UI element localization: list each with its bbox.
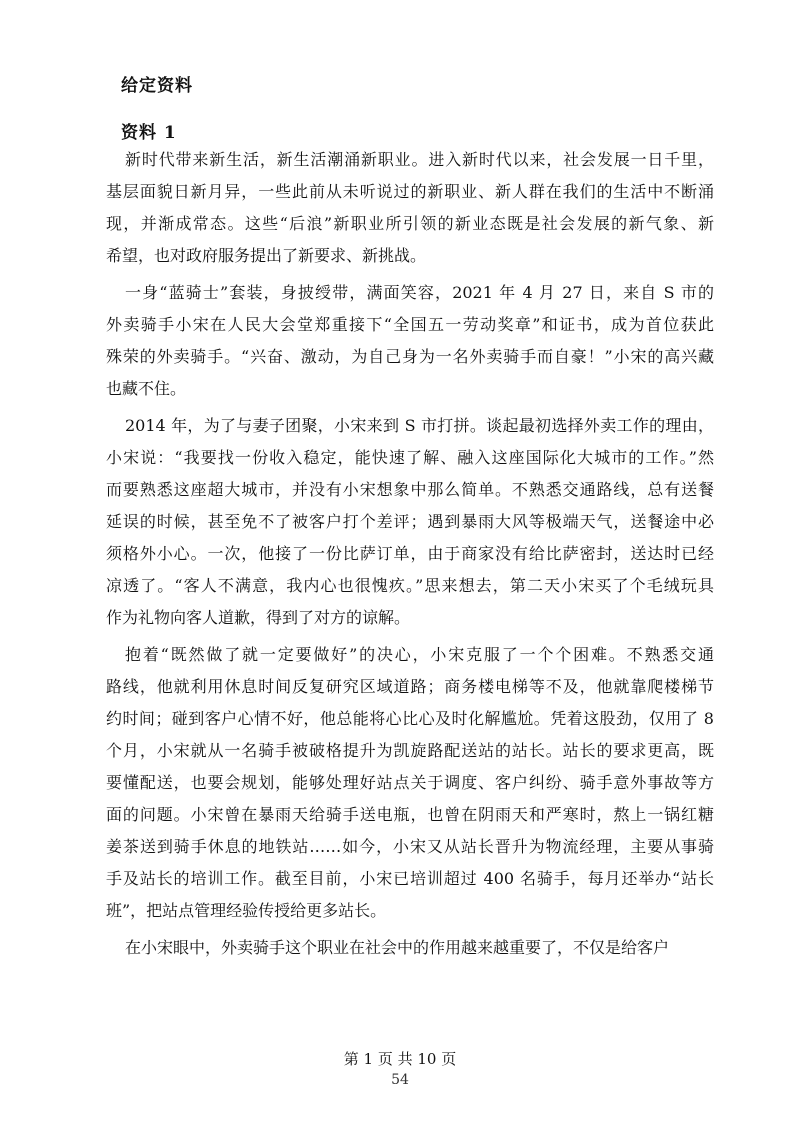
paragraph-line: 外卖骑手小宋在人民大会堂郑重接下“全国五一劳动奖章”和证书，成为首位获此 [106,315,714,334]
paragraph-line: 个月，小宋就从一名骑手被破格提升为凯旋路配送站的站长。站长的要求更高，既 [106,741,714,760]
paragraph-line: 现，并渐成常态。这些“后浪”新职业所引领的新业态既是社会发展的新气象、新 [106,214,714,233]
paragraph-line: 在小宋眼中，外卖骑手这个职业在社会中的作用越来越重要了，不仅是给客户 [125,938,670,957]
paragraph-line: 要懂配送，也要会规划，能够处理好站点关于调度、客户纠纷、骑手意外事故等方 [106,773,714,792]
paragraph-line: 姜茶送到骑手休息的地铁站……如今，小宋又从站长晋升为物流经理，主要从事骑 [106,837,714,856]
paragraph-line: 须格外小心。一次，他接了一份比萨订单，由于商家没有给比萨密封，送达时已经 [106,544,714,563]
paragraph-line: 凉透了。“客人不满意，我内心也很愧疚。”思来想去，第二天小宋买了个毛绒玩具 [106,576,714,595]
page-number: 54 [391,1072,409,1088]
material-subheading: 资料 1 [121,123,177,143]
paragraph-line: 而要熟悉这座超大城市，并没有小宋想象中那么简单。不熟悉交通路线，总有送餐 [106,480,714,499]
paragraph-line: 新时代带来新生活，新生活潮涌新职业。进入新时代以来，社会发展一日千里， [125,150,714,169]
page-indicator: 第 1 页 共 10 页 [343,1050,457,1068]
paragraph-line: 作为礼物向客人道歉，得到了对方的谅解。 [106,608,411,627]
paragraph-line: 一身“蓝骑士”套装，身披绶带，满面笑容，2021 年 4 月 27 日，来自 S 市的 [125,283,714,302]
paragraph-line: 希望，也对政府服务提出了新要求、新挑战。 [106,246,427,265]
paragraph-line: 也藏不住。 [106,379,187,398]
paragraph-line: 面的问题。小宋曾在暴雨天给骑手送电瓶，也曾在阴雨天和严寒时，熬上一锅红糖 [106,805,714,824]
section-heading: 给定资料 [121,76,193,96]
paragraph-line: 路线，他就利用休息时间反复研究区域道路；商务楼电梯等不及，他就靠爬楼梯节 [106,677,714,696]
paragraph-line: 延误的时候，甚至免不了被客户打个差评；遇到暴雨大风等极端天气，送餐途中必 [106,512,714,531]
paragraph-line: 约时间；碰到客户心情不好，他总能将心比心及时化解尴尬。凭着这股劲，仅用了 8 [106,709,714,728]
paragraph-line: 手及站长的培训工作。截至目前，小宋已培训超过 400 名骑手，每月还举办“站长 [106,869,714,888]
paragraph-line: 抱着“既然做了就一定要做好”的决心，小宋克服了一个个困难。不熟悉交通 [125,645,714,664]
paragraph-line: 小宋说：“我要找一份收入稳定，能快速了解、融入这座国际化大城市的工作。”然 [106,448,714,467]
paragraph-line: 基层面貌日新月异，一些此前从未听说过的新职业、新人群在我们的生活中不断涌 [106,182,714,201]
paragraph-line: 2014 年，为了与妻子团聚，小宋来到 S 市打拼。谈起最初选择外卖工作的理由， [125,416,714,435]
paragraph-line: 班”，把站点管理经验传授给更多站长。 [106,901,387,920]
paragraph-line: 殊荣的外卖骑手。“兴奋、激动，为自己身为一名外卖骑手而自豪！”小宋的高兴藏 [106,347,714,366]
